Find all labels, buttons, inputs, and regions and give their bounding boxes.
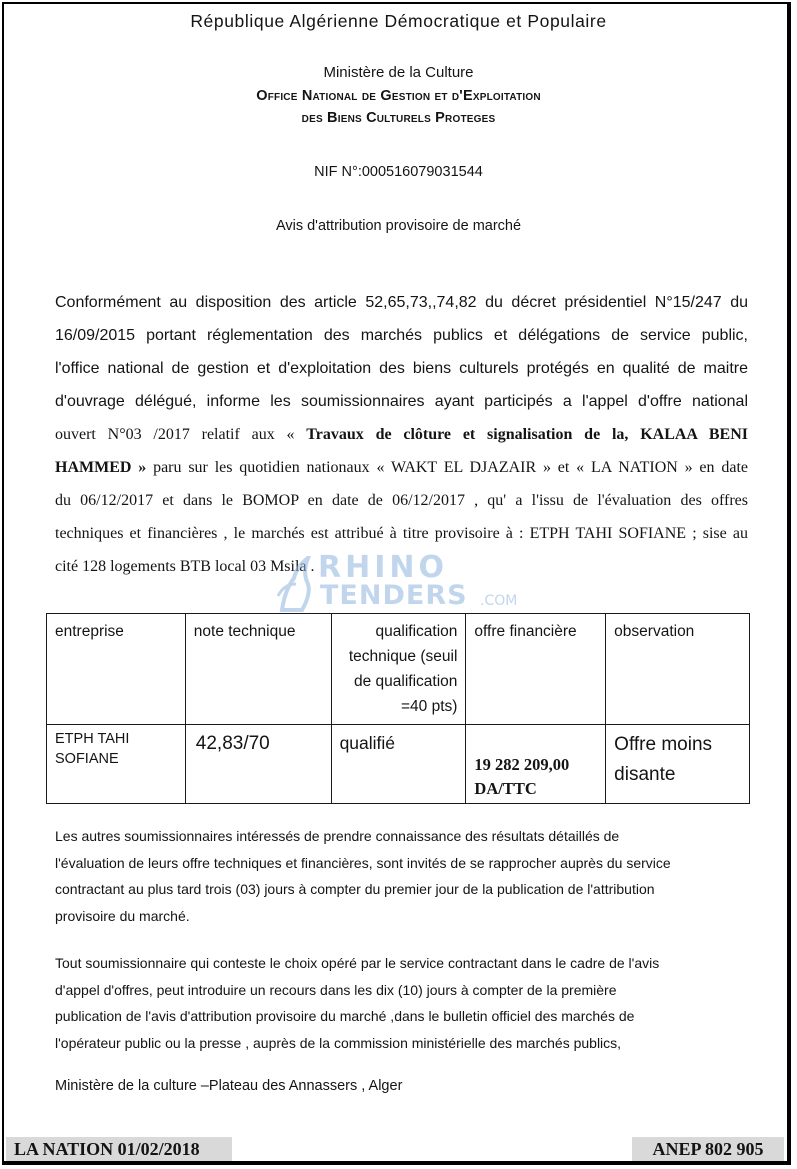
cell-entreprise: ETPH TAHI SOFIANE bbox=[47, 725, 186, 804]
intro-line-6-suffix: paru sur les quotidien nationaux « WAKT EL DJAZAIR » et « LA NATION » en date bbox=[153, 459, 749, 476]
notice-paragraph-1 bbox=[55, 823, 755, 929]
results-table bbox=[46, 613, 750, 804]
notice2-line-2: d'appel d'offres, peut introduire un recours dans les dix (10) jours à compter de la première bbox=[55, 981, 617, 998]
avis-title: Avis d'attribution provisoire de marché bbox=[275, 218, 522, 234]
republic-header: République Algérienne Démocratique et Populaire bbox=[190, 11, 607, 31]
footer-publication: LA NATION 01/02/2018 bbox=[6, 1137, 232, 1161]
intro-line-4: d'ouvrage délégué, informe les soumissionnaires ayant participés a l'appel d'offre national bbox=[55, 393, 748, 410]
intro-line-9: cité 128 logements BTB local 03 Msila . bbox=[55, 558, 315, 575]
notice2-line-1: Tout soumissionnaire qui conteste le choix opéré par le service contractant dans le cadre de l'avis bbox=[55, 955, 660, 971]
watermark bbox=[268, 552, 533, 616]
cell-observation: Offre moins disante bbox=[606, 725, 750, 804]
intro-line-8: techniques et financières , le marchés est attribué à titre provisoire à : ETPH TAHI SOFIANE ; sise au bbox=[55, 525, 748, 542]
intro-line-3: l'office national de gestion et d'exploitation des biens culturels protégés en qualité de maitre bbox=[55, 360, 748, 377]
notice1-line-2: l'évaluation de leurs offre techniques et financières, sont invités de se rapprocher auprès du service bbox=[55, 854, 671, 871]
header-qualification: qualification technique (seuil de qualification =40 pts) bbox=[331, 614, 466, 725]
office-name-line2: des Biens Culturels Proteges bbox=[301, 110, 496, 126]
cell-note-technique: 42,83/70 bbox=[185, 725, 331, 804]
header-offre-financiere: offre financière bbox=[466, 614, 606, 725]
notice2-line-4: l'opérateur public ou la presse , auprès de la commission ministérielle des marchés publics, bbox=[55, 1034, 622, 1051]
watermark-rhino: RHINO bbox=[318, 550, 448, 585]
rhino-tenders-logo-icon bbox=[274, 556, 318, 612]
intro-line-6 bbox=[55, 459, 748, 492]
ministry-address: Ministère de la culture –Plateau des Annassers , Alger bbox=[55, 1078, 403, 1094]
header-entreprise: entreprise bbox=[47, 614, 186, 725]
watermark-tenders: TENDERS bbox=[320, 580, 468, 611]
notice2-line-3: publication de l'avis d'attribution provisoire du marché ,dans le bulletin officiel des marchés de bbox=[55, 1008, 635, 1024]
table-header-row bbox=[47, 614, 750, 725]
intro-paragraph bbox=[55, 294, 748, 591]
notice1-line-1: Les autres soumissionnaires intéressés de prendre connaissance des résultats détaillés de bbox=[55, 828, 620, 844]
notice1-line-3: contractant au plus tard trois (03) jours à compter du premier jour de la publication de l'attribution bbox=[55, 881, 655, 897]
project-title-part2: HAMMED » bbox=[55, 459, 147, 476]
cell-offre-financiere: 19 282 209,00 DA/TTC bbox=[466, 725, 606, 804]
office-name-line1: Office National de Gestion et d'Exploitation bbox=[256, 88, 541, 104]
cell-qualification: qualifié bbox=[331, 725, 466, 804]
notice1-line-4: provisoire du marché. bbox=[55, 907, 190, 924]
intro-line-2: 16/09/2015 portant réglementation des marchés publics et délégations de service public, bbox=[55, 327, 748, 344]
table-row bbox=[47, 725, 750, 804]
header-note-technique: note technique bbox=[185, 614, 331, 725]
watermark-com: .COM bbox=[480, 593, 518, 609]
project-title-part1: Travaux de clôture et signalisation de la, KALAA BENI bbox=[306, 426, 749, 443]
notice-paragraph-2 bbox=[55, 950, 755, 1056]
intro-line-7: du 06/12/2017 et dans le BOMOP en date de 06/12/2017 , qu' a l'issu de l'évaluation des offres bbox=[55, 492, 748, 509]
nif-number: NIF N°:000516079031544 bbox=[314, 164, 483, 180]
ministry-name: Ministère de la Culture bbox=[323, 64, 474, 81]
intro-line-1: Conformément au disposition des article 52,65,73,,74,82 du décret présidentiel N°15/247 du bbox=[55, 294, 748, 311]
footer-anep-reference: ANEP 802 905 bbox=[632, 1137, 784, 1161]
intro-line-5 bbox=[55, 426, 748, 459]
intro-line-5-prefix: ouvert N°03 /2017 relatif aux « bbox=[55, 426, 295, 443]
header-observation: observation bbox=[606, 614, 750, 725]
